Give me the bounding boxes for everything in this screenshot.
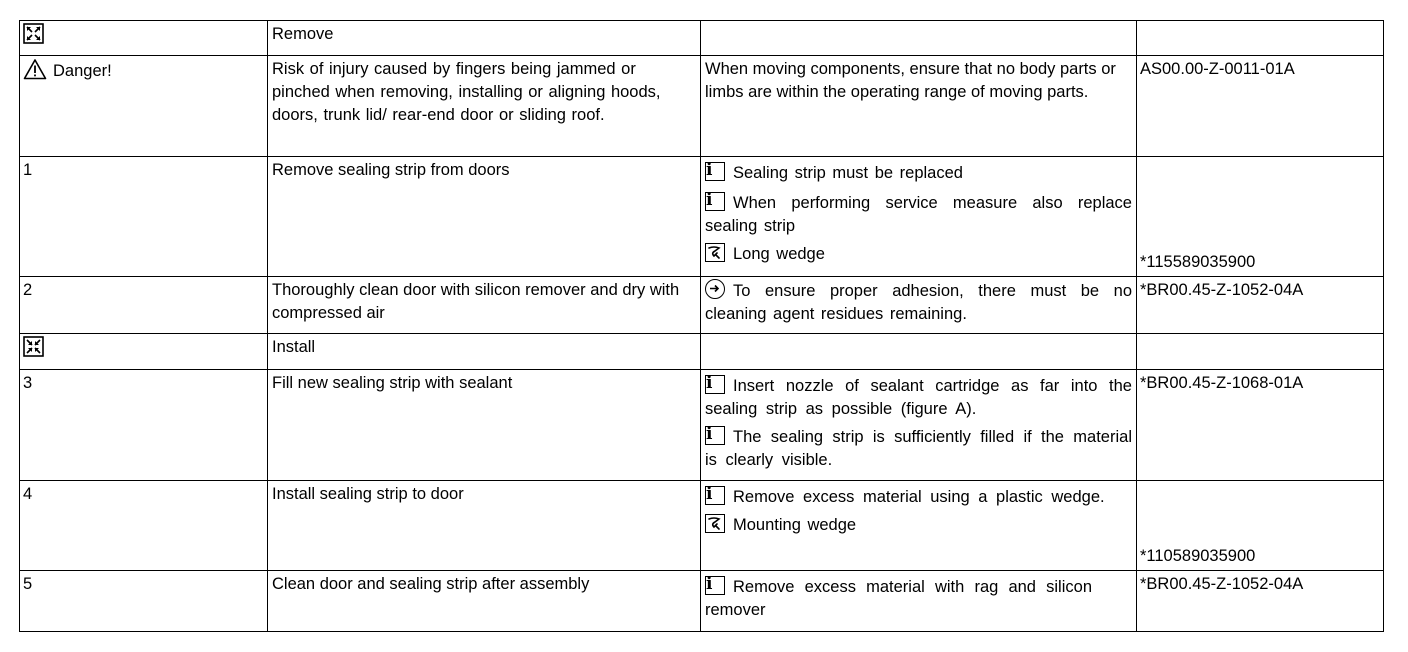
note-info: i Remove excess material with rag and silicon remover	[705, 576, 1132, 622]
step-row-5	[20, 571, 1384, 632]
step-action: Thoroughly clean door with silicon remover and dry with compressed air	[272, 281, 680, 322]
note-info: i Insert nozzle of sealant cartridge as far into the sealing strip as possible (figure A).	[705, 375, 1132, 421]
note-info: i Remove excess material using a plastic wedge.	[705, 486, 1132, 509]
section-row-remove	[20, 21, 1384, 56]
document-reference: *BR00.45-Z-1068-01A	[1140, 374, 1304, 392]
info-icon	[705, 192, 725, 211]
step-number: 3	[23, 374, 33, 392]
part-number: *115589035900	[1140, 253, 1256, 271]
step-action: Install sealing strip to door	[272, 485, 464, 503]
note-tool: Mounting wedge	[705, 514, 1132, 537]
danger-label: Danger!	[53, 62, 112, 80]
step-row-2	[20, 277, 1384, 334]
step-number: 1	[23, 161, 33, 179]
step-action: Remove sealing strip from doors	[272, 161, 510, 179]
install-icon	[23, 336, 44, 357]
step-row-1	[20, 157, 1384, 277]
step-row-3	[20, 370, 1384, 481]
info-icon	[705, 576, 725, 595]
danger-row	[20, 56, 1384, 157]
measure-text: When moving components, ensure that no body parts or limbs are within the operating range of moving parts.	[705, 60, 1116, 101]
remove-icon	[23, 23, 44, 44]
risk-text: Risk of injury caused by fingers being jammed or pinched when removing, installing or aligning hoods, doors, trunk lid/ rear-end door or sliding roof.	[272, 60, 661, 124]
note-tool: Long wedge	[705, 243, 1132, 266]
step-row-4	[20, 481, 1384, 571]
note-hint: To ensure proper adhesion, there must be no cleaning agent residues remaining.	[705, 279, 1132, 326]
step-number: 5	[23, 575, 33, 593]
section-title: Remove	[272, 25, 334, 43]
procedure-table	[19, 20, 1384, 632]
document-reference: *BR00.45-Z-1052-04A	[1140, 281, 1304, 299]
part-number: *110589035900	[1140, 547, 1256, 565]
info-icon	[705, 426, 725, 445]
info-icon	[705, 375, 725, 394]
tool-icon	[705, 243, 725, 262]
step-number: 2	[23, 281, 33, 299]
document-reference: *BR00.45-Z-1052-04A	[1140, 575, 1304, 593]
tool-icon	[705, 514, 725, 533]
note-info: iThe sealing strip is sufficiently filled if the material is clearly visible.	[705, 426, 1132, 472]
hint-icon	[705, 279, 725, 299]
warning-triangle-icon	[23, 58, 47, 80]
step-action: Clean door and sealing strip after assembly	[272, 575, 590, 593]
section-row-install	[20, 334, 1384, 370]
info-icon	[705, 486, 725, 505]
step-number: 4	[23, 485, 33, 503]
step-action: Fill new sealing strip with sealant	[272, 374, 513, 392]
note-info: iWhen performing service measure also replace sealing strip	[705, 192, 1132, 238]
section-title: Install	[272, 338, 316, 356]
info-icon	[705, 162, 725, 181]
document-reference: AS00.00-Z-0011-01A	[1140, 60, 1295, 78]
note-info: i Sealing strip must be replaced	[705, 162, 1132, 185]
